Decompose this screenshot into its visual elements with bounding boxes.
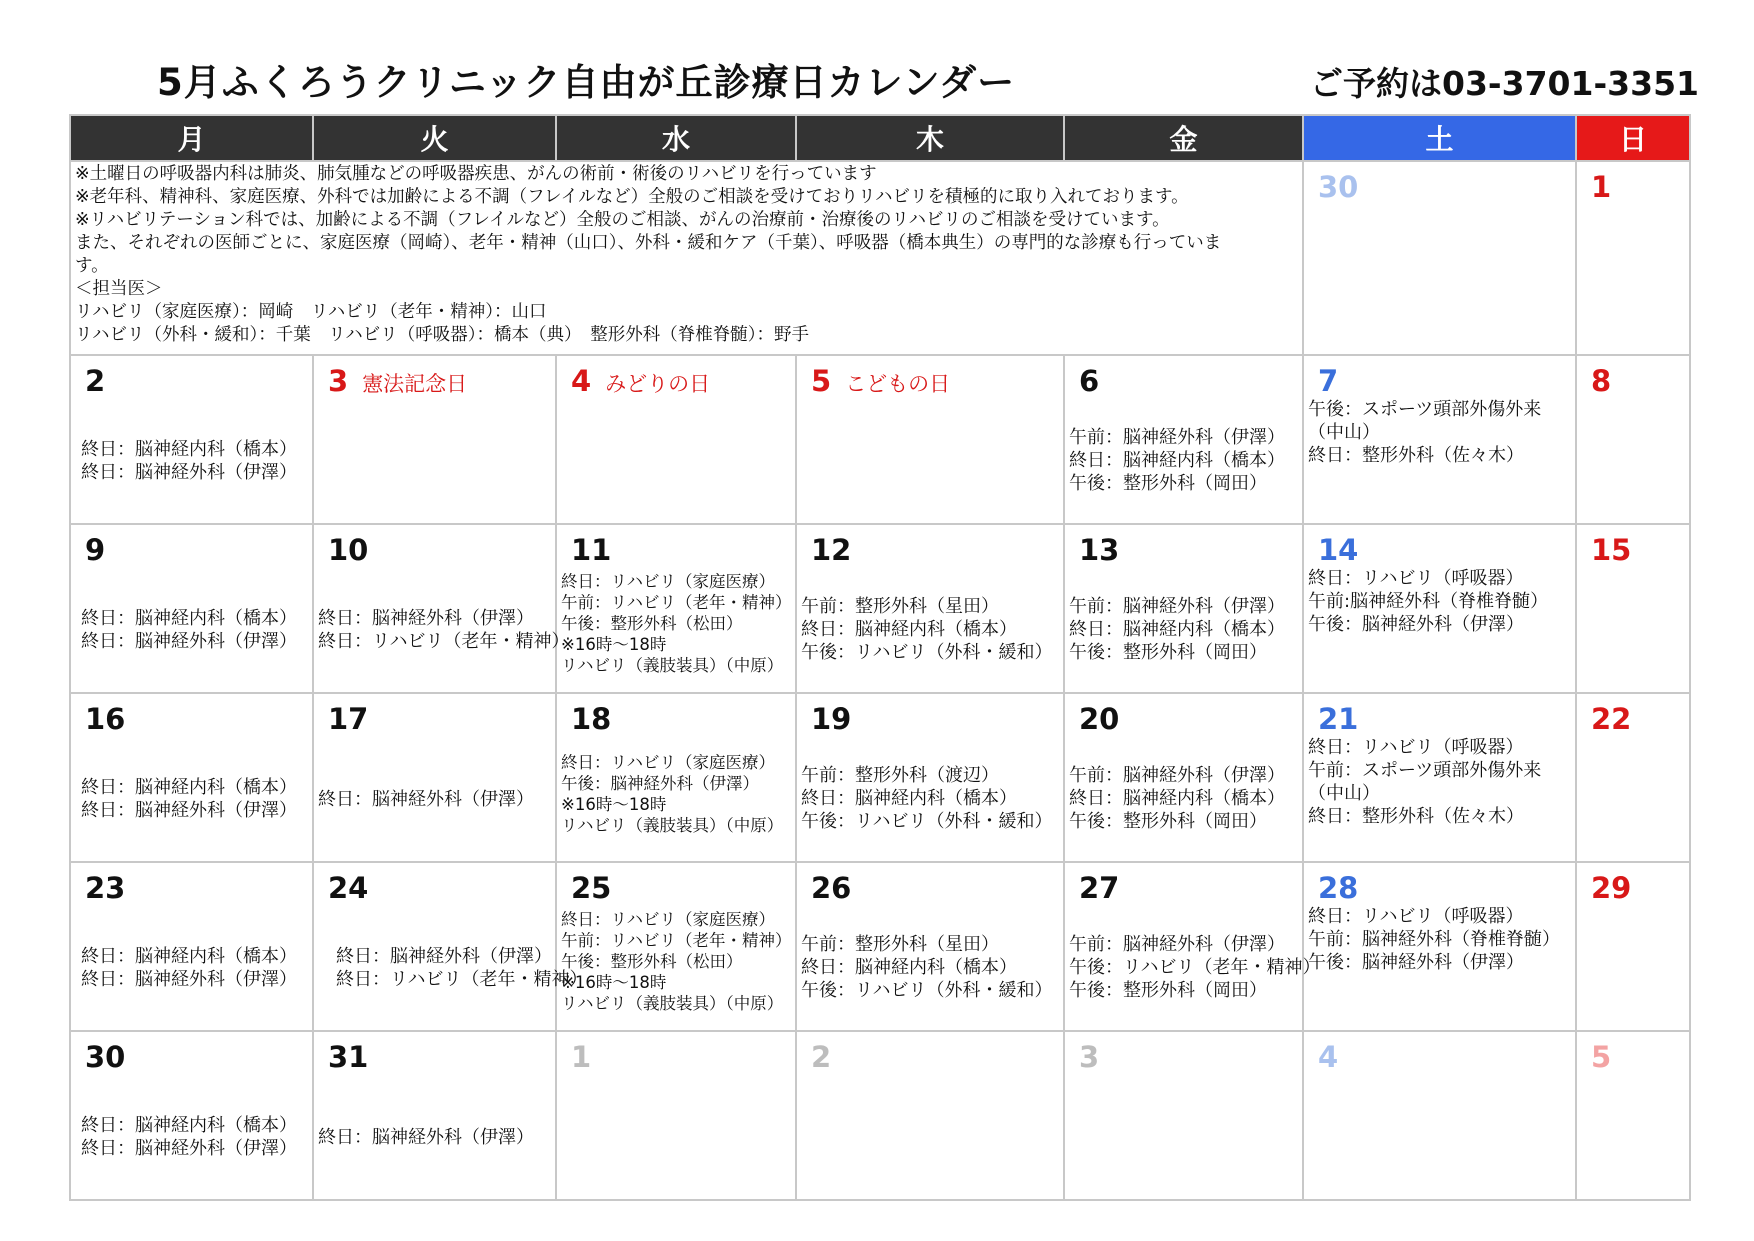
day-cell (1064, 693, 1303, 862)
day-number: 19 (811, 702, 852, 736)
schedule-text: 午前：脳神経外科（伊澤） 終日：脳神経内科（橋本） 午後：整形外科（岡田） (1069, 427, 1285, 494)
week-row (70, 161, 1690, 355)
schedule-text: 午前：脳神経外科（伊澤） 終日：脳神経内科（橋本） 午後：整形外科（岡田） (1069, 765, 1285, 832)
day-number (811, 364, 950, 398)
day-number: 25 (571, 871, 612, 905)
day-number: 4 (1318, 1040, 1339, 1074)
day-number: 1 (1591, 170, 1612, 204)
day-number: 30 (85, 1040, 126, 1074)
day-number: 6 (1079, 364, 1100, 398)
notice-line: ※老年科、精神科、家庭医療、外科では加齢による不調（フレイルなど）全般のご相談を受けておりリハビリを積極的に取り入れております。 (75, 187, 1189, 207)
schedule-text: 終日：脳神経内科（橋本） 終日：脳神経外科（伊澤） (81, 439, 297, 483)
schedule-text: 終日：リハビリ（呼吸器） 午前：脳神経外科（脊椎脊髄） 午後：脳神経外科（伊澤） (1308, 906, 1560, 973)
day-number: 31 (328, 1040, 369, 1074)
day-number: 2 (85, 364, 106, 398)
day-number: 5 (1591, 1040, 1612, 1074)
day-number: 21 (1318, 702, 1359, 736)
day-number-value: 4 (571, 364, 592, 398)
day-number: 8 (1591, 364, 1612, 398)
day-number-value: 5 (811, 364, 832, 398)
day-cell (1064, 524, 1303, 693)
weekday-header-row (70, 115, 1690, 161)
day-number: 20 (1079, 702, 1120, 736)
day-cell (1303, 1031, 1576, 1200)
day-number (328, 364, 467, 398)
day-number: 28 (1318, 871, 1359, 905)
schedule-text: 終日：脳神経外科（伊澤） (318, 1127, 534, 1148)
schedule-text: 終日：脳神経外科（伊澤） 終日：リハビリ（老年・精神） (335, 946, 588, 990)
day-number: 12 (811, 533, 852, 567)
week-row (70, 862, 1690, 1031)
schedule-text: 終日：リハビリ（呼吸器） 午前：スポーツ頭部外傷外来 （中山） 終日：整形外科（佐々木） (1308, 737, 1542, 827)
day-number: 11 (571, 533, 612, 567)
notice-line: す。 (75, 256, 109, 276)
weekday-wed: 水 (556, 115, 796, 161)
day-number (571, 364, 710, 398)
reservation-phone: ご予約は03-3701-3351 (1310, 64, 1700, 103)
schedule-text: 午前：整形外科（星田） 終日：脳神経内科（橋本） 午後：リハビリ（外科・緩和） (801, 596, 1053, 663)
day-cell (1303, 355, 1576, 524)
day-number: 13 (1079, 533, 1120, 567)
day-cell (1303, 161, 1576, 355)
notice-cell (70, 161, 1303, 355)
day-number: 22 (1591, 702, 1632, 736)
page-title: 5月ふくろうクリニック自由が丘診療日カレンダー (157, 61, 1016, 104)
day-cell (70, 1031, 313, 1200)
day-number: 30 (1318, 170, 1359, 204)
day-cell (70, 524, 313, 693)
day-cell (796, 355, 1064, 524)
week-row (70, 693, 1690, 862)
day-cell (1064, 862, 1321, 1031)
day-number: 29 (1591, 871, 1632, 905)
day-number: 9 (85, 533, 106, 567)
day-cell (313, 355, 556, 524)
schedule-text: 終日：脳神経内科（橋本） 終日：脳神経外科（伊澤） (81, 1115, 297, 1159)
day-number: 24 (328, 871, 369, 905)
schedule-text: 午前：脳神経外科（伊澤） 終日：脳神経内科（橋本） 午後：整形外科（岡田） (1069, 596, 1285, 663)
schedule-text: 終日：リハビリ（家庭医療） 午後：脳神経外科（伊澤） ※16時～18時 リハビリ（義肢装具）（中原） (561, 753, 784, 835)
day-cell (796, 524, 1064, 693)
day-cell (313, 524, 570, 693)
day-cell (1303, 524, 1576, 693)
schedule-text: 終日：脳神経外科（伊澤） (318, 789, 534, 810)
day-cell (1576, 524, 1690, 693)
calendar-table (69, 114, 1691, 1201)
holiday-label: みどりの日 (605, 372, 711, 396)
day-number: 18 (571, 702, 612, 736)
day-number: 10 (328, 533, 369, 567)
day-cell (796, 862, 1064, 1031)
day-number: 2 (811, 1040, 832, 1074)
day-cell (1576, 862, 1690, 1031)
day-number: 7 (1318, 364, 1339, 398)
weekday-mon: 月 (70, 115, 313, 161)
day-number-value: 3 (328, 364, 349, 398)
weekday-fri: 金 (1064, 115, 1303, 161)
weekday-thu: 木 (796, 115, 1064, 161)
notice-line: また、それぞれの医師ごとに、家庭医療（岡崎）、老年・精神（山口）、外科・緩和ケア（千葉）、呼吸器（橋本典生）の専門的な診療も行っていま (75, 233, 1222, 253)
day-number: 17 (328, 702, 369, 736)
schedule-text: 午前：整形外科（渡辺） 終日：脳神経内科（橋本） 午後：リハビリ（外科・緩和） (801, 765, 1053, 832)
weekday-tue: 火 (313, 115, 556, 161)
day-cell (70, 355, 313, 524)
schedule-text: 終日：リハビリ（家庭医療） 午前：リハビリ（老年・精神） 午後：整形外科（松田） ※16時～18時 リハビリ（義肢装具）（中原） (561, 910, 792, 1013)
day-cell (1303, 693, 1576, 862)
day-cell (70, 862, 313, 1031)
schedule-text: 終日：脳神経内科（橋本） 終日：脳神経外科（伊澤） (81, 777, 297, 821)
day-cell (556, 693, 796, 862)
weekday-sun: 日 (1576, 115, 1690, 161)
notice-line: リハビリ（家庭医療）：岡崎 リハビリ（老年・精神）：山口 (75, 302, 547, 322)
day-cell (556, 524, 796, 693)
holiday-label: こどもの日 (845, 372, 951, 396)
day-cell (1064, 1031, 1303, 1200)
day-cell (556, 1031, 796, 1200)
notice-line: ＜担当医＞ (75, 279, 163, 299)
schedule-text: 午後：スポーツ頭部外傷外来 （中山） 終日：整形外科（佐々木） (1308, 399, 1542, 466)
day-cell (796, 1031, 1064, 1200)
schedule-text: 終日：脳神経外科（伊澤） 終日：リハビリ（老年・精神） (318, 608, 570, 652)
notice-line: ※土曜日の呼吸器内科は肺炎、肺気腫などの呼吸器疾患、がんの術前・術後のリハビリを行っています (75, 164, 877, 184)
week-row (70, 524, 1690, 693)
schedule-text: 午前：整形外科（星田） 終日：脳神経内科（橋本） 午後：リハビリ（外科・緩和） (801, 934, 1053, 1001)
notice-line: リハビリ（外科・緩和）：千葉 リハビリ（呼吸器）：橋本（典） 整形外科（脊椎脊髄）：野手 (75, 325, 809, 345)
schedule-text: 終日：リハビリ（呼吸器） 午前:脳神経外科（脊椎脊髄） 午後：脳神経外科（伊澤） (1308, 568, 1549, 635)
day-cell (556, 355, 796, 524)
day-number: 3 (1079, 1040, 1100, 1074)
notice-text (71, 162, 1302, 348)
schedule-text: 終日：リハビリ（家庭医療） 午前：リハビリ（老年・精神） 午後：整形外科（松田） ※16時～18時 リハビリ（義肢装具）（中原） (561, 572, 792, 675)
day-cell (313, 862, 588, 1031)
schedule-text: 午前：脳神経外科（伊澤） 午後：リハビリ（老年・精神） 午後：整形外科（岡田） (1069, 934, 1321, 1001)
day-cell (1064, 355, 1303, 524)
day-cell (70, 693, 313, 862)
holiday-label: 憲法記念日 (362, 372, 468, 396)
day-cell (1576, 161, 1690, 355)
day-cell (556, 862, 796, 1031)
schedule-text: 終日：脳神経内科（橋本） 終日：脳神経外科（伊澤） (81, 946, 297, 990)
day-number: 1 (571, 1040, 592, 1074)
day-cell (313, 693, 556, 862)
day-cell (796, 693, 1064, 862)
day-number: 26 (811, 871, 852, 905)
week-row (70, 1031, 1690, 1200)
day-number: 14 (1318, 533, 1359, 567)
day-cell (313, 1031, 556, 1200)
day-number: 16 (85, 702, 126, 736)
schedule-text: 終日：脳神経内科（橋本） 終日：脳神経外科（伊澤） (81, 608, 297, 652)
notice-line: ※リハビリテーション科では、加齢による不調（フレイルなど）全般のご相談、がんの治療前・治療後のリハビリのご相談を受けています。 (75, 210, 1170, 230)
day-cell (1576, 355, 1690, 524)
day-cell (1576, 693, 1690, 862)
week-row (70, 355, 1690, 524)
day-number: 27 (1079, 871, 1120, 905)
weekday-sat: 土 (1303, 115, 1576, 161)
day-number: 23 (85, 871, 126, 905)
day-cell (1303, 862, 1576, 1031)
day-number: 15 (1591, 533, 1632, 567)
day-cell (1576, 1031, 1690, 1200)
